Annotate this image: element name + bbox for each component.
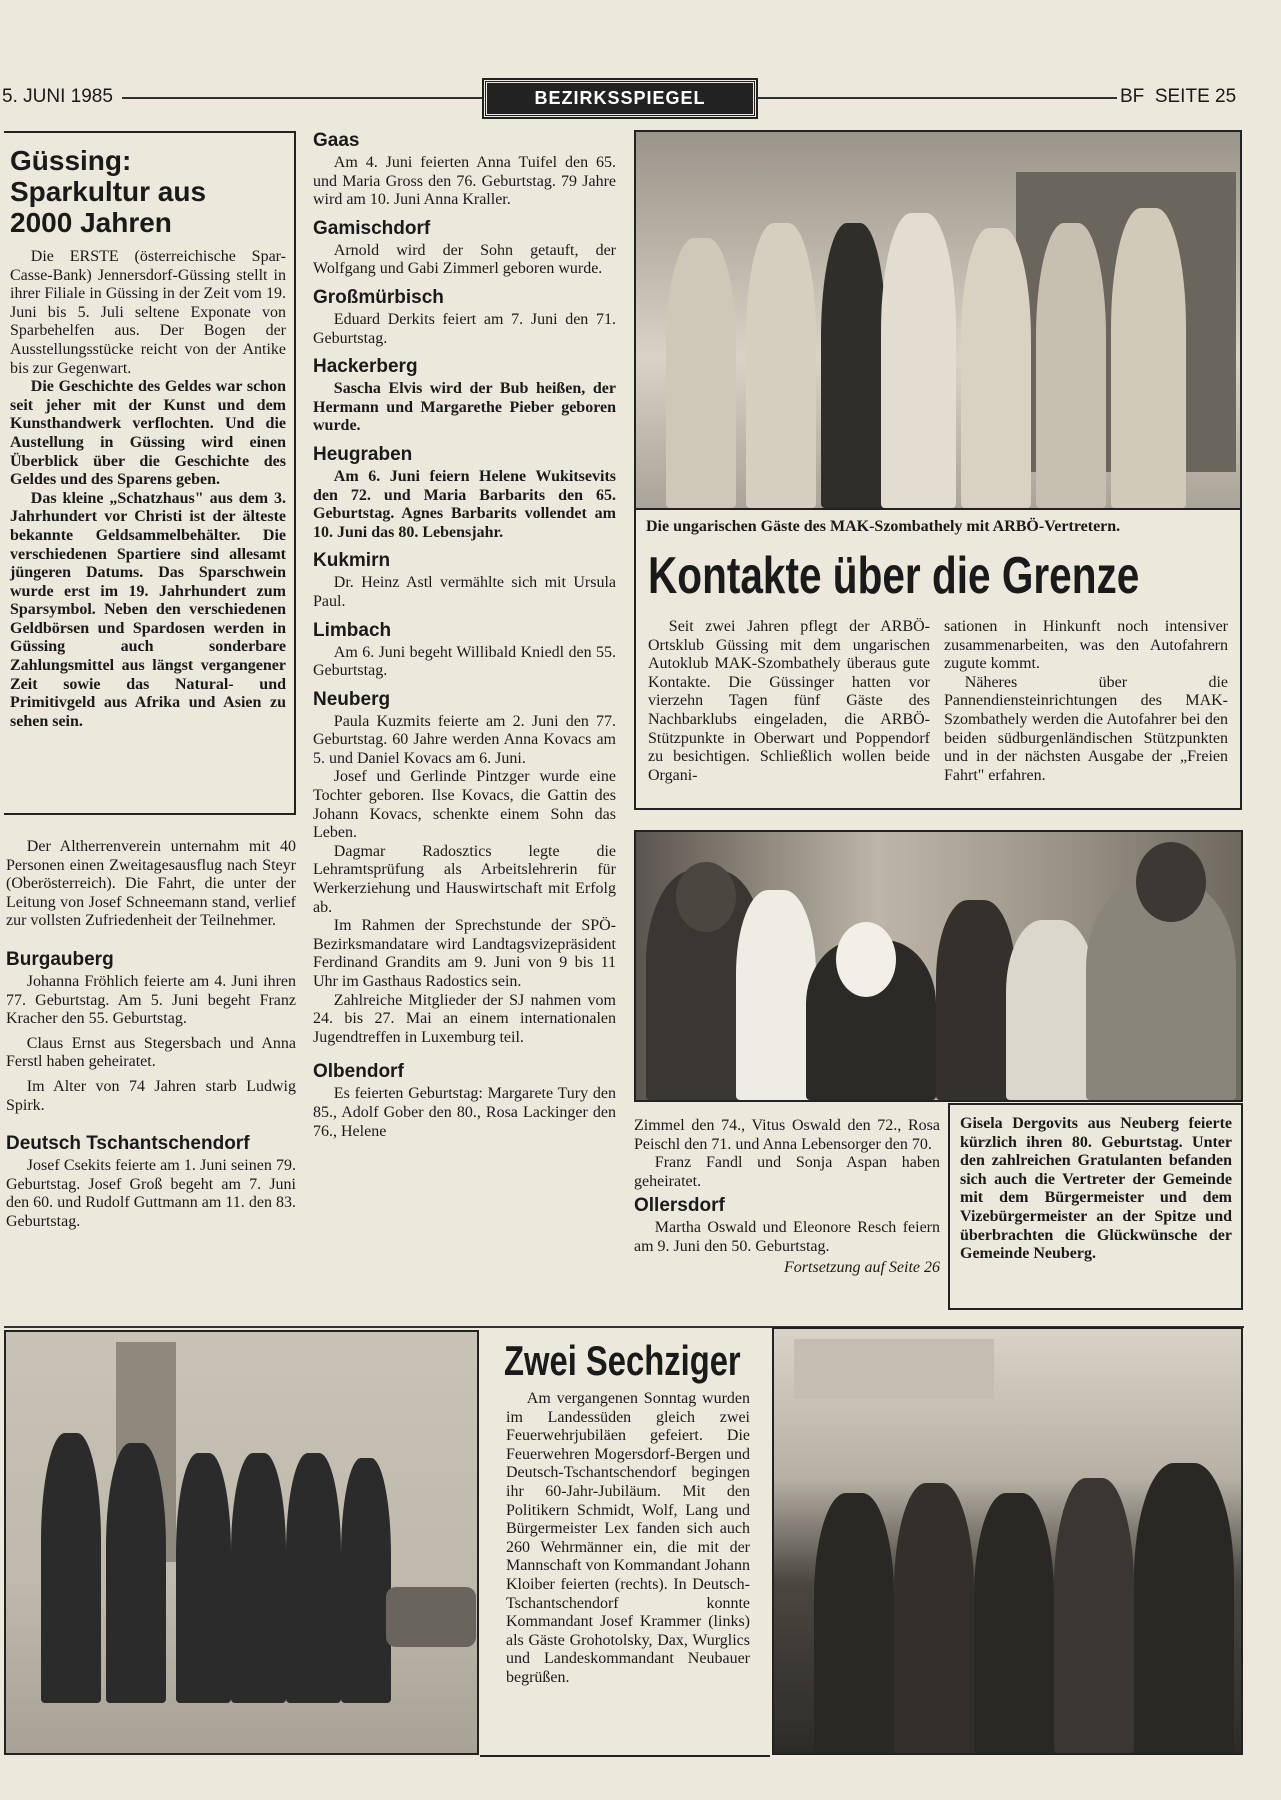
header-rule-left [122,97,482,99]
section-heading: Kukmirn [313,550,391,572]
photo-firefighters-right [772,1327,1243,1755]
photo-firefighters-left [4,1330,479,1755]
paragraph: Johanna Fröhlich feierte am 4. Juni ihren 77. Geburtstag. Am 5. Juni begeht Franz Kracher den 55. Geburtstag. [6,972,296,1028]
paragraph: Zahlreiche Mitglieder der SJ nahmen vom 24. bis 27. Mai an einem internationalen Jugendtreffen in Luxemburg teil. [313,991,616,1046]
person-figure [1111,208,1186,508]
paragraph: Eduard Derkits feiert am 7. Juni den 71. Geburtstag. [313,310,616,347]
paragraph: Die Geschichte des Geldes war schon seit jeher mit der Kunst und dem Kunsthandwerk verflochten. Und die Austellung in Güssing wird einen Überblick über die Geschichte des Geldes und des Sparens geben. [10,378,286,489]
paragraph: Am 4. Juni feierten Anna Tuifel den 65. und Maria Gross den 76. Geburtstag. 79 Jahre wird am 10. Juni Anna Kraller. [313,154,616,209]
middle-column-news [313,130,616,1141]
person-figure [821,223,886,508]
guessing-article [4,131,296,815]
photo-gisela-dergovits [634,830,1243,1102]
paragraph: Franz Fandl und Sonja Aspan haben geheiratet. [634,1154,940,1190]
paragraph: Arnold wird der Sohn getauft, der Wolfgang und Gabi Zimmerl geboren wurde. [313,241,616,278]
paragraph: Seit zwei Jahren pflegt der ARBÖ-Ortsklub Güssing mit dem ungarischen Autoklub MAK-Szombathely überaus gute Kontakte. Die Güssinger hatten vor vierzehn Tagen fünf Gäste des Nachbarklubs eingeladen, die ARBÖ-Stützpunkte in Oberwart und Poppendorf zu besichtigen. Schließlich wollen beide Organi- [648,618,930,784]
paragraph: Josef und Gerlinde Pintzger wurde eine Tochter geboren. Ilse Kovacs, die Gattin des Johann Kovacs, schenkte einem Sohn das Leben. [313,768,616,842]
issue-date: 5. JUNI 1985 [2,86,113,107]
person-figure [746,223,816,508]
sechziger-article [480,1330,770,1757]
article-headline [10,145,286,238]
headline-line: 2000 Jahren [10,207,172,238]
section-heading: Großmürbisch [313,286,444,308]
person-head [676,862,736,932]
paragraph: Es feierten Geburtstag: Margarete Tury den 85., Adolf Gober den 80., Rosa Lackinger den 76., Helene [313,1085,616,1140]
banner-shape [794,1339,994,1399]
person-figure [814,1493,894,1753]
left-column-news [6,838,296,1232]
paragraph: Am 6. Juni feiern Helene Wukitsevits den 72. und Maria Barbarits den 65. Geburtstag. Agnes Barbarits vollendet am 10. Juni das 80. Lebensjahr. [313,467,616,541]
paragraph: Gisela Dergovits aus Neuberg feierte kürzlich ihren 80. Geburtstag. Unter den zahlreichen Gratulanten befanden sich auch die Vertreter der Gemeinde mit dem Bürgermeister und dem Vizebürgermeister an der Spitze und überbrachten die Glückwünsche der Gemeinde Neuberg. [960,1115,1232,1263]
section-heading: Hackerberg [313,356,418,378]
section-heading: Ollersdorf [634,1195,725,1217]
section-heading: Gaas [313,130,360,151]
person-figure [936,900,1016,1100]
section-heading: Gamischdorf [313,217,431,239]
gisela-caption-box [948,1103,1243,1310]
paragraph: Am 6. Juni begeht Willibald Kniedl den 55. Geburtstag. [313,643,616,680]
section-heading: Limbach [313,619,392,641]
paragraph: Das kleine „Schatzhaus" aus dem 3. Jahrhundert vor Christi ist der älteste bekannte Geldsammelbehälter. Die verschiedenen Spartiere sind allesamt jüngeren Datums. Das Sparschwein wurde erst im 19. Jahrhundert zum Sparsymbol. Neben den verschiedenen Geldbörsen und Spardosen werden in Güssing auch sonderbare Zahlungsmittel aus längst vergangener Zeit sowie das Natural- und Primitivgeld aus Afrika und Asien zu sehen sein. [10,489,286,730]
section-masthead: BEZIRKSSPIEGEL [484,80,756,117]
person-head [1136,842,1206,922]
paragraph: Paula Kuzmits feierte am 2. Juni den 77. Geburtstag. 60 Jahre werden Anna Kovacs am 5. und Daniel Kovacs am 6. Juni. [313,712,616,767]
person-figure [1054,1478,1134,1753]
page-number: BF SEITE 25 [1120,86,1237,107]
person-figure [106,1443,166,1703]
paragraph: Claus Ernst aus Stegersbach und Anna Ferstl haben geheiratet. [6,1034,296,1071]
paragraph: Der Altherrenverein unternahm mit 40 Personen einen Zweitagesausflug nach Steyr (Oberösterreich). Die Fahrt, die unter der Leitung von Josef Schneemann stand, verlief zur vollsten Zufriedenheit der Teilnehmer. [6,838,296,930]
article-column-2 [944,618,1228,785]
headline-line: Sparkultur aus [10,176,207,207]
section-heading: Neuberg [313,688,391,710]
paragraph: Am vergangenen Sonntag wurden im Landessüden gleich zwei Feuerwehrjubiläen gefeiert. Die Feuerwehren Mogersdorf-Bergen und Deutsch-Tschantschendorf begingen ihr 60-Jahr-Jubiläum. Mit den Politikern Schmidt, Wolf, Lang und Bürgermeister Lex fanden sich auch 260 Wehrmänner ein, die mit der Mannschaft von Kommandant Johann Kloiber feierten (rechts). In Deutsch-Tschantschendorf konnte Kommandant Josef Krammer (links) als Gäste Grohotolsky, Dax, Wurglics und Landeskommandant Neubauer begrüßen. [506,1390,750,1686]
person-figure [1036,223,1106,508]
person-head [836,922,896,997]
person-figure [341,1458,391,1703]
person-figure [231,1453,286,1703]
section-heading: Deutsch Tschantschendorf [6,1133,250,1155]
article-headline: Kontakte über die Grenze [648,547,1140,605]
section-heading: Olbendorf [313,1061,404,1083]
person-figure [736,890,816,1100]
paragraph: Sascha Elvis wird der Bub heißen, der Hermann und Margarethe Pieber geboren wurde. [313,380,616,435]
headline-line: Güssing: [10,145,132,176]
kontakte-article [634,508,1242,810]
person-figure [974,1493,1054,1753]
photo-arboe-guests [634,130,1242,510]
photo-caption: Die ungarischen Gäste des MAK-Szombathely mit ARBÖ-Vertretern. [646,518,1121,535]
car-shape [386,1587,476,1647]
person-figure [1006,920,1096,1100]
article-headline: Zwei Sechziger [504,1337,741,1384]
paragraph: Zimmel den 74., Vitus Oswald den 72., Rosa Peischl den 71. und Anna Lebensorger den 70. [634,1117,940,1153]
paragraph: Dagmar Radosztics legte die Lehramtsprüfung als Arbeitslehrerin für Werkerziehung und Hauswirtschaft mit Erfolg ab. [313,842,616,916]
person-figure [961,228,1031,508]
section-heading: Burgauberg [6,948,114,970]
continued-link[interactable]: Fortsetzung auf Seite 26 [784,1258,940,1276]
header-rule-right [757,97,1117,99]
section-heading: Heugraben [313,443,413,465]
person-figure [1134,1463,1234,1753]
paragraph: Dr. Heinz Astl vermählte sich mit Ursula Paul. [313,574,616,610]
person-figure [41,1433,101,1703]
article-column-1 [648,618,930,785]
person-figure [666,238,736,508]
paragraph: Die ERSTE (österreichische Spar-Casse-Bank) Jennersdorf-Güssing stellt in ihrer Filiale in Güssing in der Zeit vom 19. Juni bis 5. Juli seltene Exponate von Sparbehelfen aus. Der Bogen der Ausstellungsstücke reicht von der Antike bis zur Gegenwart. [10,248,286,377]
person-figure [176,1453,231,1703]
person-figure [894,1483,974,1753]
olbendorf-continued [634,1117,940,1277]
paragraph: Martha Oswald und Eleonore Resch feiern am 9. Juni den 50. Geburtstag. [634,1219,940,1255]
paragraph: Josef Csekits feierte am 1. Juni seinen 79. Geburtstag. Josef Groß begeht am 7. Juni den 60. und Rudolf Guttmann am 11. den 83. Geburtstag. [6,1157,296,1230]
paragraph: Näheres über die Pannendiensteinrichtungen des MAK-Szombathely werden die Autofahrer bei den beiden südburgenländischen Stützpunkten und in der nächsten Ausgabe der „Freien Fahrt" erfahren. [944,673,1228,784]
paragraph: Im Alter von 74 Jahren starb Ludwig Spirk. [6,1077,296,1114]
person-figure [286,1453,341,1703]
paragraph: Im Rahmen der Sprechstunde der SPÖ-Bezirksmandatare wird Landtagsvizepräsident Ferdinand Grandits am 9. Juni von 9 bis 11 Uhr im Gasthaus Radostics sein. [313,917,616,990]
paragraph: sationen in Hinkunft noch intensiver zusammenarbeiten, was den Autofahrern zugute kommt. [944,618,1228,673]
person-figure [881,213,956,508]
